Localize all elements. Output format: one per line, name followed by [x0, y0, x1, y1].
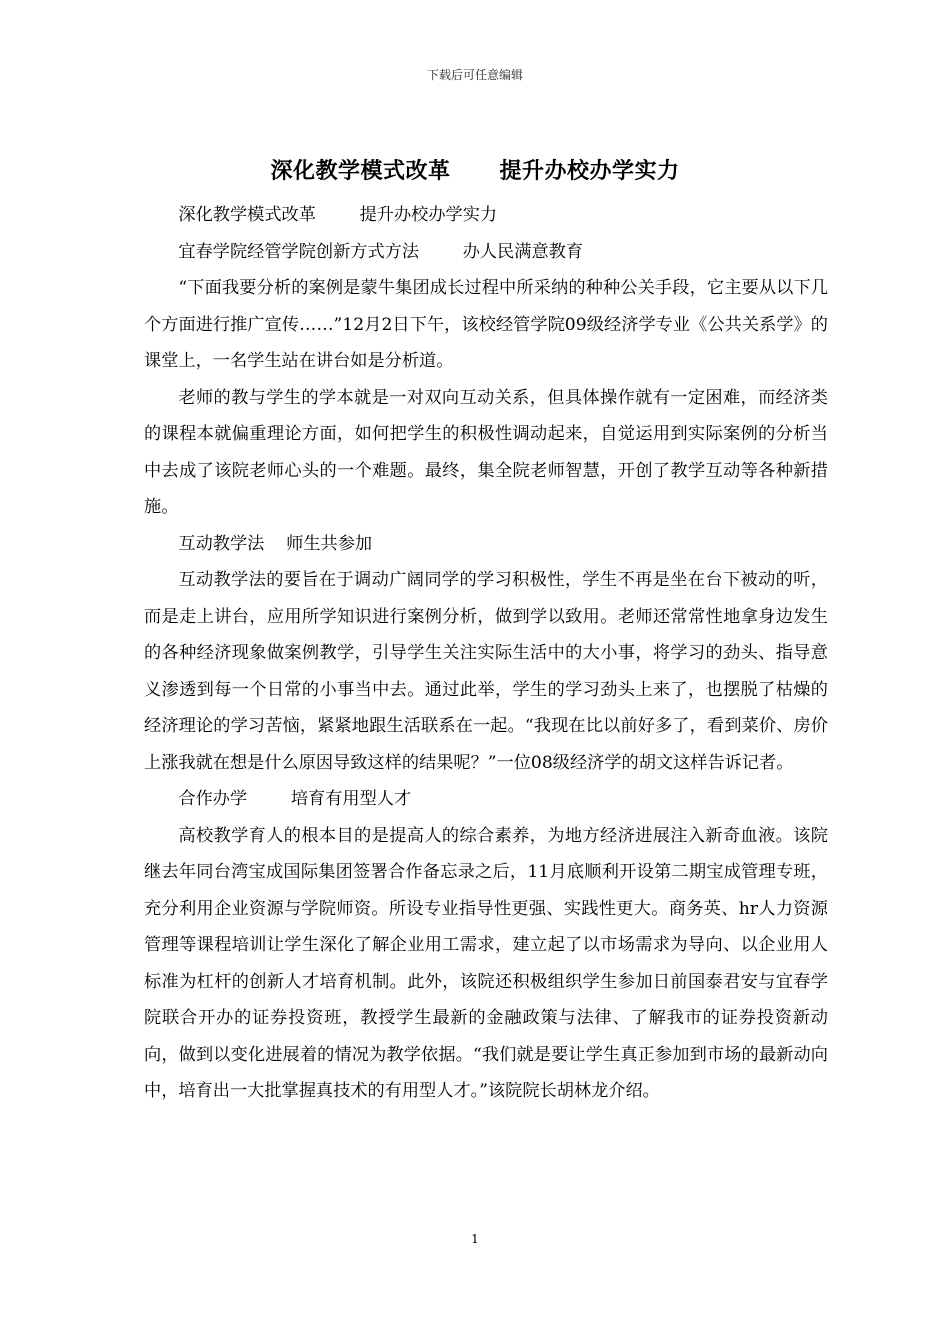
subtitle-line: 深化教学模式改革 提升办校办学实力 [178, 205, 498, 225]
body-paragraph: “下面我要分析的案例是蒙牛集团成长过程中所采纳的种种公关手段，它主要从以下几个方面进行推广宣传……”12月2日下午，该校经管学院09级经济学专业《公共关系学》的课堂上，一名学生站在讲台如是分析道。 [144, 278, 828, 371]
page-number: 1 [471, 1232, 479, 1246]
section-heading: 合作办学 培育有用型人才 [178, 789, 412, 809]
body-paragraph: 高校教学育人的根本目的是提高人的综合素养，为地方经济进展注入新奇血液。该院继去年同台湾宝成国际集团签署合作备忘录之后，11月底顺利开设第二期宝成管理专班，充分利用企业资源与学院师资。所设专业指导性更强、实践性更大。商务英、hr人力资源管理等课程培训让学生深化了解企业用工需求，建立起了以市场需求为导向、以企业用人标准为杠杆的创新人才培育机制。此外，该院还积极组织学生参加日前国泰君安与宜春学院联合开办的证券投资班，教授学生最新的金融政策与法律、了解我市的证券投资新动向，做到以变化进展着的情况为教学依据。“我们就是要让学生真正参加到市场的最新动向中，培育出一大批掌握真技术的有用型人才。”该院院长胡林龙介绍。 [144, 825, 828, 1101]
subtitle-line: 宜春学院经管学院创新方式方法 办人民满意教育 [178, 241, 584, 262]
page-header: 下载后可任意编辑 [426, 68, 523, 82]
document-title: 深化教学模式改革 提升办校办学实力 [270, 158, 680, 184]
body-paragraph: 老师的教与学生的学本就是一对双向互动关系，但具体操作就有一定困难，而经济类的课程本就偏重理论方面，如何把学生的积极性调动起来，自觉运用到实际案例的分析当中去成了该院老师心头的一个难题。最终，集全院老师智慧，开创了教学互动等各种新措施。 [144, 387, 828, 517]
document-body [144, 197, 828, 1110]
body-paragraph: 互动教学法的要旨在于调动广阔同学的学习积极性，学生不再是坐在台下被动的听，而是走上讲台，应用所学知识进行案例分析，做到学以致用。老师还常常性地拿身边发生的各种经济现象做案例教学，引导学生关注实际生活中的大小事，将学习的劲头、指导意义渗透到每一个日常的小事当中去。通过此举，学生的学习劲头上来了，也摆脱了枯燥的经济理论的学习苦恼，紧紧地跟生活联系在一起。“我现在比以前好多了，看到菜价、房价上涨我就在想是什么原因导致这样的结果呢？”一位08级经济学的胡文这样告诉记者。 [144, 570, 828, 773]
section-heading: 互动教学法 师生共参加 [178, 533, 373, 554]
